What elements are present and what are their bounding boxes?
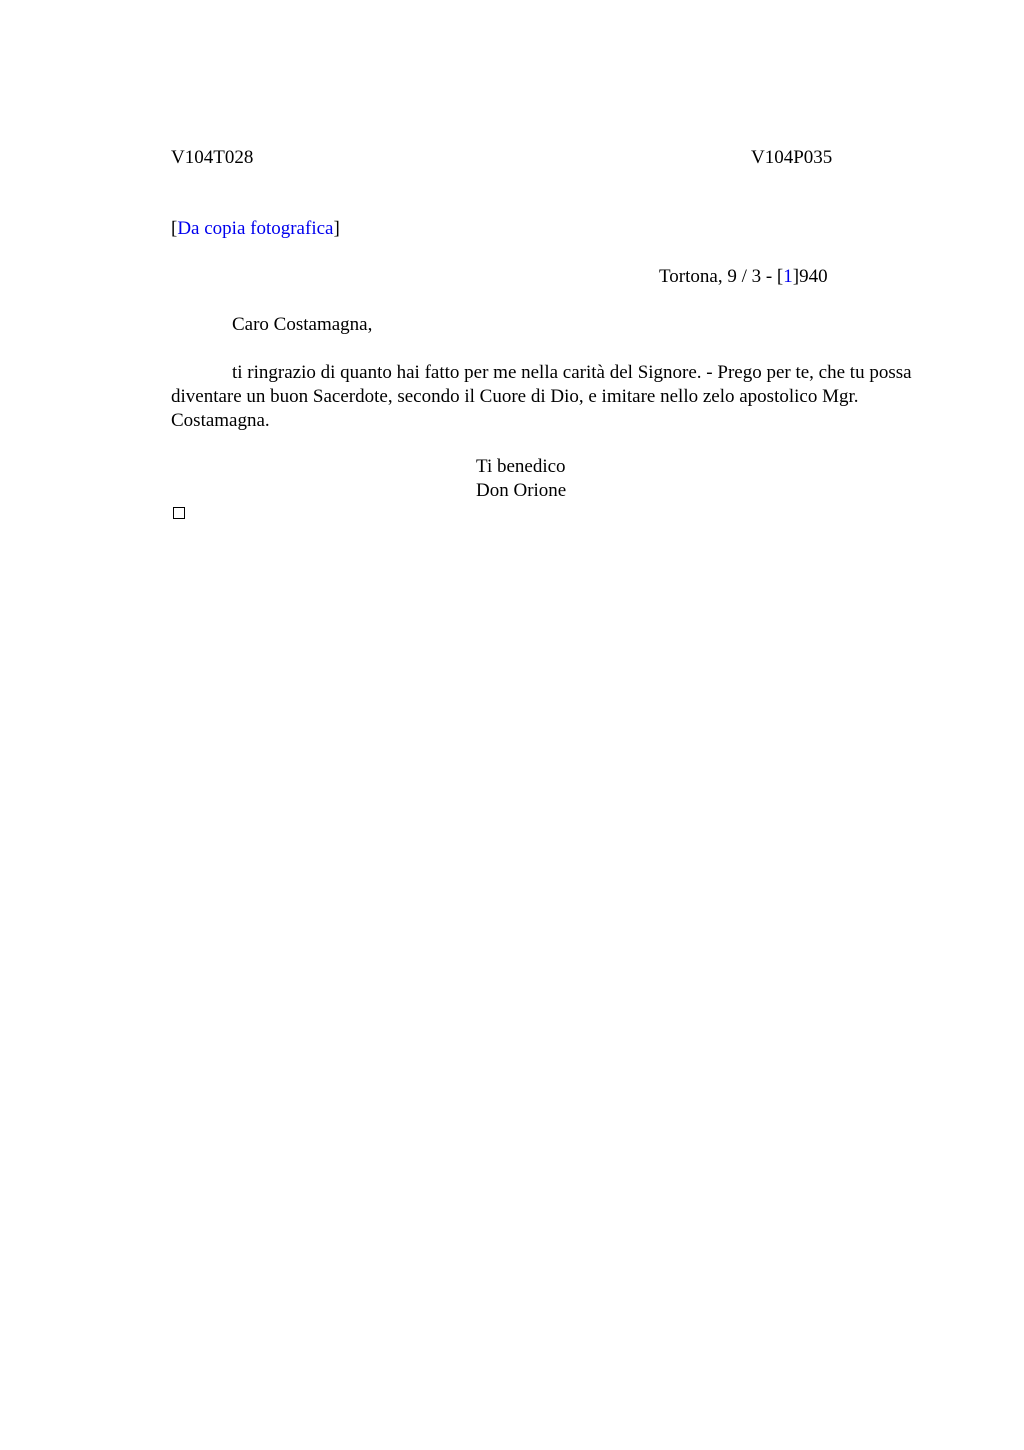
- letter-closing: Ti benedico: [476, 456, 566, 477]
- date-before: Tortona, 9 / 3 - [: [659, 266, 784, 287]
- letter-body: ti ringrazio di quanto hai fatto per me nella carità del Signore. - Prego per te, che tu possa diventare un buon Sacerdote, secondo il Cuore di Dio, e imitare nello zelo apostolico Mgr. Costamagna.: [171, 362, 912, 431]
- source-note-text: Da copia fotografica: [177, 218, 334, 239]
- source-note: [171, 217, 340, 241]
- letter-date: [659, 265, 828, 289]
- date-after: ]940: [792, 266, 828, 287]
- source-note-close-bracket: ]: [333, 218, 340, 239]
- letter-salutation: Caro Costamagna,: [232, 314, 373, 335]
- document-code-right: V104P035: [751, 147, 833, 168]
- document-code-left: V104T028: [171, 147, 254, 168]
- source-note-open-bracket: [: [171, 218, 178, 239]
- square-outline-icon: [173, 507, 185, 519]
- letter-signature: Don Orione: [476, 480, 567, 501]
- date-editorial-insertion: 1: [783, 266, 793, 287]
